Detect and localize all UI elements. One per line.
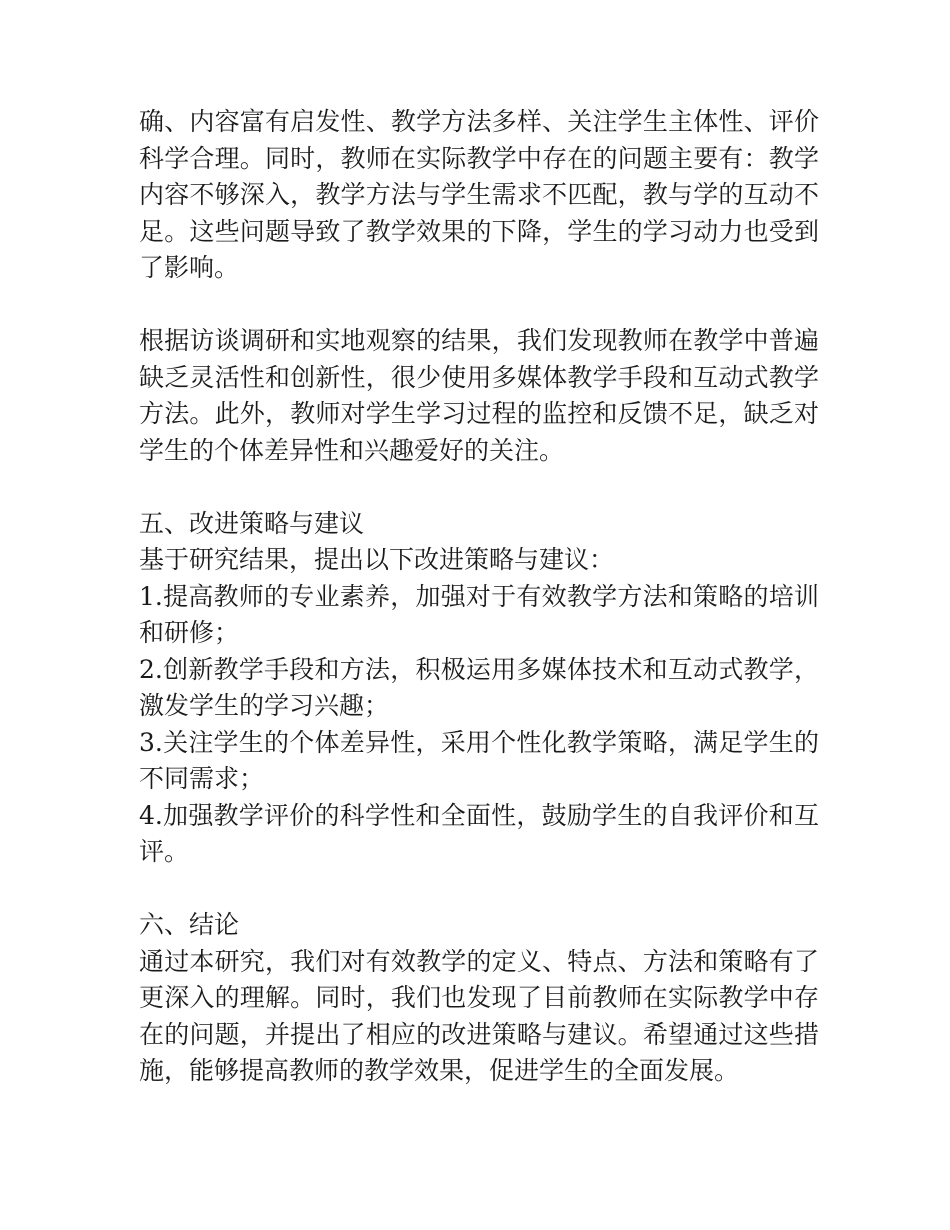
paragraph-observations: 根据访谈调研和实地观察的结果，我们发现教师在教学中普遍缺乏灵活性和创新性，很少使用多媒体教学手段和互动式教学方法。此外，教师对学生学习过程的监控和反馈不足，缺乏对学生的个体差异性和兴趣爱好的关注。 xyxy=(139,326,819,465)
section-heading-conclusion: 六、结论 xyxy=(139,910,240,939)
list-item-strategy-1: 1.提高教师的专业素养，加强对于有效教学方法和策略的培训和研修； xyxy=(139,581,819,647)
paragraph-findings: 确、内容富有启发性、教学方法多样、关注学生主体性、评价科学合理。同时，教师在实际教学中存在的问题主要有：教学内容不够深入，教学方法与学生需求不匹配，教与学的互动不足。这些问题导致了教学效果的下降，学生的学习动力也受到了影响。 xyxy=(139,107,819,282)
section-intro-strategies: 基于研究结果，提出以下改进策略与建议： xyxy=(139,545,615,574)
paragraph-spacer xyxy=(139,469,819,506)
section-heading-strategies: 五、改进策略与建议 xyxy=(139,508,365,538)
list-item-strategy-2: 2.创新教学手段和方法，积极运用多媒体技术和互动式教学，激发学生的学习兴趣； xyxy=(139,654,819,720)
list-item-strategy-3: 3.关注学生的个体差异性，采用个性化教学策略，满足学生的不同需求； xyxy=(139,727,819,793)
list-item-strategy-4: 4.加强教学评价的科学性和全面性，鼓励学生的自我评价和互评。 xyxy=(139,800,819,866)
paragraph-conclusion: 通过本研究，我们对有效教学的定义、特点、方法和策略有了更深入的理解。同时，我们也发现了目前教师在实际教学中存在的问题，并提出了相应的改进策略与建议。希望通过这些措施，能够提高教师的教学效果，促进学生的全面发展。 xyxy=(139,946,819,1085)
document-body xyxy=(139,104,819,1090)
paragraph-spacer xyxy=(139,287,819,324)
paragraph-spacer xyxy=(139,871,819,908)
